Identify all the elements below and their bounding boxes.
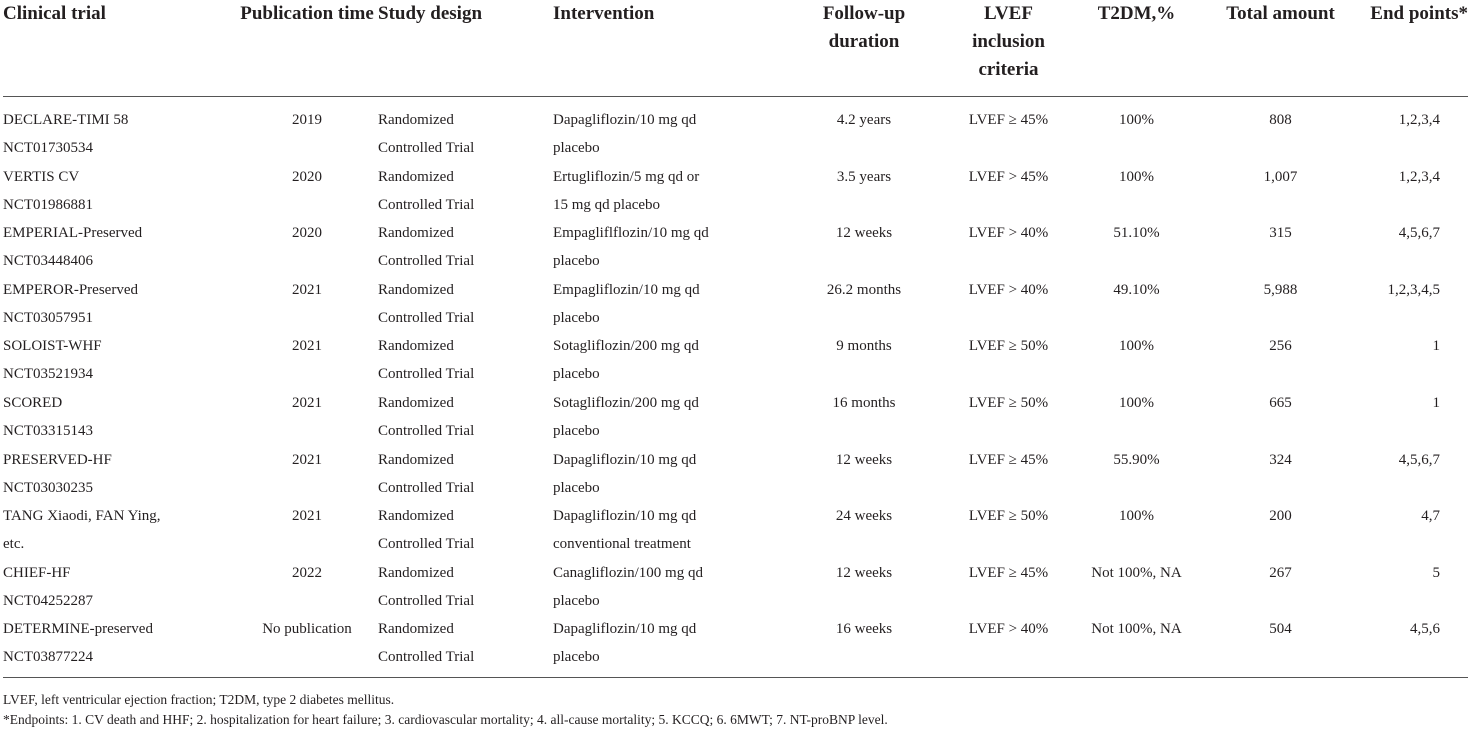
cell-follow-up-duration-value: 9 months [836, 338, 892, 355]
cell-study-design [378, 389, 553, 446]
cell-intervention [553, 615, 785, 678]
cell-study-design-line: Controlled Trial [378, 140, 475, 156]
cell-lvef-criteria-value: LVEF ≥ 45% [968, 112, 1049, 128]
cell-total-amount-value: 256 [1269, 338, 1292, 355]
cell-lvef-criteria [943, 276, 1074, 333]
cell-clinical-trial-line: VERTIS CV [3, 168, 80, 185]
cell-lvef-criteria-value: LVEF ≥ 45% [968, 564, 1049, 581]
cell-clinical-trial [3, 97, 236, 163]
cell-total-amount-value: 5,988 [1263, 281, 1298, 298]
cell-clinical-trial-line: etc. [3, 536, 25, 553]
header-lvef-criteria: LVEF inclusion criteria [943, 0, 1074, 97]
cell-total-amount [1199, 502, 1362, 559]
header-follow-up-duration: Follow-up duration [785, 0, 943, 97]
cell-intervention-line: 15 mg qd placebo [553, 196, 661, 213]
cell-t2dm-value: 100% [1119, 168, 1154, 185]
cell-clinical-trial [3, 163, 236, 220]
cell-t2dm [1074, 389, 1199, 446]
header-clinical-trial: Clinical trial [3, 0, 236, 97]
cell-follow-up-duration [785, 276, 943, 333]
cell-intervention-line: conventional treatment [553, 536, 691, 553]
cell-publication-time [236, 502, 378, 559]
cell-follow-up-duration [785, 97, 943, 163]
cell-follow-up-duration-value: 12 weeks [835, 451, 893, 468]
cell-lvef-criteria-value: LVEF > 45% [968, 168, 1049, 185]
table-row [3, 502, 1468, 559]
cell-intervention-line: Canagliflozin/100 mg qd [553, 564, 703, 581]
cell-total-amount-value: 267 [1269, 564, 1292, 581]
cell-publication-time [236, 163, 378, 220]
cell-intervention-line: Empagliflflozin/10 mg qd [553, 225, 709, 242]
cell-end-points [1362, 219, 1468, 276]
cell-publication-time [236, 332, 378, 389]
cell-lvef-criteria [943, 97, 1074, 163]
cell-study-design [378, 332, 553, 389]
cell-end-points [1362, 502, 1468, 559]
cell-clinical-trial-line: NCT04252287 [3, 592, 93, 609]
cell-intervention [553, 163, 785, 220]
cell-clinical-trial-line: NCT03315143 [3, 422, 93, 439]
cell-t2dm-value: 100% [1119, 394, 1154, 411]
clinical-trials-table [3, 0, 1468, 678]
cell-publication-time-value: 2020 [292, 225, 322, 242]
cell-end-points-value: 1 [1432, 338, 1440, 355]
cell-study-design-line: Randomized [378, 621, 454, 638]
cell-clinical-trial-line: NCT03877224 [3, 649, 93, 666]
cell-t2dm [1074, 219, 1199, 276]
cell-follow-up-duration [785, 389, 943, 446]
cell-t2dm-value: 100% [1119, 112, 1154, 128]
cell-end-points [1362, 389, 1468, 446]
cell-study-design-line: Controlled Trial [378, 536, 475, 553]
table-row [3, 332, 1468, 389]
cell-clinical-trial-line: NCT03057951 [3, 309, 93, 326]
cell-follow-up-duration-value: 4.2 years [836, 112, 892, 128]
cell-publication-time [236, 219, 378, 276]
cell-intervention-line: Dapagliflozin/10 mg qd [553, 621, 697, 638]
header-intervention: Intervention [553, 0, 785, 97]
cell-study-design-line: Randomized [378, 338, 454, 355]
cell-study-design-line: Controlled Trial [378, 592, 475, 609]
cell-total-amount-value: 200 [1269, 508, 1292, 525]
cell-follow-up-duration-value: 12 weeks [835, 564, 893, 581]
cell-publication-time [236, 446, 378, 503]
cell-lvef-criteria [943, 163, 1074, 220]
cell-study-design [378, 446, 553, 503]
cell-intervention-line: Sotagliflozin/200 mg qd [553, 394, 699, 411]
cell-total-amount [1199, 219, 1362, 276]
cell-total-amount [1199, 615, 1362, 678]
cell-intervention-line: placebo [553, 422, 600, 439]
cell-end-points-value: 1,2,3,4 [1398, 112, 1440, 128]
cell-lvef-criteria-value: LVEF ≥ 45% [968, 451, 1049, 468]
table-row [3, 559, 1468, 616]
cell-publication-time-value: 2021 [292, 394, 322, 411]
cell-total-amount-value: 324 [1269, 451, 1292, 468]
cell-lvef-criteria-value: LVEF > 40% [968, 225, 1049, 242]
cell-clinical-trial-line: SOLOIST-WHF [3, 338, 102, 355]
cell-lvef-criteria [943, 615, 1074, 678]
cell-publication-time-value: 2021 [292, 338, 322, 355]
cell-t2dm [1074, 163, 1199, 220]
cell-intervention [553, 502, 785, 559]
cell-total-amount [1199, 446, 1362, 503]
cell-clinical-trial-line: NCT01730534 [3, 140, 93, 156]
table-row [3, 389, 1468, 446]
cell-study-design-line: Controlled Trial [378, 479, 475, 496]
cell-clinical-trial [3, 502, 236, 559]
cell-end-points [1362, 97, 1468, 163]
cell-publication-time-value: 2021 [292, 508, 322, 525]
cell-clinical-trial [3, 615, 236, 678]
cell-intervention-line: placebo [553, 592, 600, 609]
cell-t2dm [1074, 559, 1199, 616]
cell-clinical-trial [3, 276, 236, 333]
cell-end-points [1362, 446, 1468, 503]
cell-study-design [378, 559, 553, 616]
cell-lvef-criteria-value: LVEF > 40% [968, 281, 1049, 298]
cell-end-points [1362, 332, 1468, 389]
cell-study-design-line: Randomized [378, 564, 454, 581]
cell-t2dm-value: Not 100%, NA [1091, 621, 1182, 638]
cell-end-points-value: 1 [1432, 394, 1440, 411]
cell-follow-up-duration [785, 332, 943, 389]
cell-lvef-criteria-value: LVEF ≥ 50% [968, 394, 1049, 411]
cell-end-points-value: 1,2,3,4 [1398, 168, 1440, 185]
cell-study-design-line: Controlled Trial [378, 422, 475, 439]
cell-follow-up-duration [785, 219, 943, 276]
cell-intervention-line: placebo [553, 253, 600, 270]
cell-publication-time-value: 2019 [292, 112, 322, 128]
cell-intervention [553, 332, 785, 389]
cell-end-points-value: 4,5,6 [1410, 621, 1440, 638]
cell-lvef-criteria [943, 389, 1074, 446]
cell-study-design [378, 276, 553, 333]
cell-end-points [1362, 559, 1468, 616]
table-row [3, 163, 1468, 220]
cell-publication-time-value: 2021 [292, 281, 322, 298]
cell-intervention-line: placebo [553, 366, 600, 383]
cell-clinical-trial [3, 389, 236, 446]
cell-publication-time-value: 2020 [292, 168, 322, 185]
cell-lvef-criteria [943, 219, 1074, 276]
header-row [3, 0, 1468, 97]
cell-lvef-criteria-value: LVEF ≥ 50% [968, 508, 1049, 525]
cell-t2dm-value: 100% [1119, 508, 1154, 525]
cell-study-design-line: Randomized [378, 451, 454, 468]
cell-intervention-line: Sotagliflozin/200 mg qd [553, 338, 699, 355]
cell-total-amount [1199, 332, 1362, 389]
cell-clinical-trial-line: EMPEROR-Preserved [3, 281, 138, 298]
cell-end-points-value: 4,5,6,7 [1398, 225, 1440, 242]
cell-total-amount-value: 504 [1269, 621, 1292, 638]
cell-publication-time [236, 615, 378, 678]
cell-lvef-criteria-value: LVEF > 40% [968, 621, 1049, 638]
cell-t2dm-value: 100% [1119, 338, 1154, 355]
cell-t2dm [1074, 332, 1199, 389]
cell-study-design [378, 219, 553, 276]
cell-clinical-trial-line: DECLARE-TIMI 58 [3, 112, 129, 128]
cell-study-design-line: Controlled Trial [378, 366, 475, 383]
cell-follow-up-duration-value: 16 months [832, 394, 896, 411]
table-row [3, 615, 1468, 678]
cell-follow-up-duration [785, 446, 943, 503]
cell-clinical-trial-line: NCT03448406 [3, 253, 93, 270]
cell-t2dm [1074, 276, 1199, 333]
cell-study-design [378, 163, 553, 220]
cell-clinical-trial-line: PRESERVED-HF [3, 451, 112, 468]
cell-follow-up-duration [785, 615, 943, 678]
cell-intervention [553, 559, 785, 616]
cell-intervention-line: placebo [553, 479, 600, 496]
cell-follow-up-duration-value: 3.5 years [836, 168, 892, 185]
cell-clinical-trial-line: CHIEF-HF [3, 564, 71, 581]
cell-clinical-trial [3, 219, 236, 276]
cell-study-design-line: Controlled Trial [378, 649, 475, 666]
cell-intervention [553, 219, 785, 276]
cell-study-design-line: Randomized [378, 168, 454, 185]
cell-total-amount-value: 1,007 [1263, 168, 1298, 185]
cell-intervention-line: placebo [553, 140, 600, 156]
cell-clinical-trial [3, 332, 236, 389]
cell-follow-up-duration [785, 502, 943, 559]
cell-follow-up-duration [785, 559, 943, 616]
cell-total-amount [1199, 276, 1362, 333]
cell-t2dm-value: 51.10% [1113, 225, 1160, 242]
cell-study-design-line: Controlled Trial [378, 309, 475, 326]
table-body [3, 97, 1468, 678]
cell-clinical-trial-line: NCT03030235 [3, 479, 93, 496]
cell-intervention-line: Dapagliflozin/10 mg qd [553, 451, 697, 468]
cell-study-design-line: Randomized [378, 281, 454, 298]
cell-lvef-criteria [943, 332, 1074, 389]
cell-intervention [553, 97, 785, 163]
cell-intervention-line: Dapagliflozin/10 mg qd [553, 112, 697, 128]
table-row [3, 446, 1468, 503]
cell-t2dm-value: 49.10% [1113, 281, 1160, 298]
cell-total-amount-value: 808 [1269, 112, 1292, 128]
cell-end-points-value: 5 [1432, 564, 1440, 581]
cell-intervention-line: placebo [553, 309, 600, 326]
cell-publication-time [236, 97, 378, 163]
cell-intervention-line: Dapagliflozin/10 mg qd [553, 508, 697, 525]
cell-publication-time [236, 559, 378, 616]
cell-clinical-trial [3, 559, 236, 616]
cell-total-amount [1199, 163, 1362, 220]
cell-clinical-trial [3, 446, 236, 503]
footnote-endpoints: *Endpoints: 1. CV death and HHF; 2. hospitalization for heart failure; 3. cardiovascular mortality; 4. all-cause mortality; 5. KCCQ; 6. 6MWT; 7. NT-proBNP level. [3, 712, 888, 727]
cell-intervention-line: Empagliflozin/10 mg qd [553, 281, 700, 298]
cell-clinical-trial-line: NCT03521934 [3, 366, 93, 383]
cell-clinical-trial-line: DETERMINE-preserved [3, 621, 153, 638]
table-row [3, 276, 1468, 333]
cell-total-amount-value: 665 [1269, 394, 1292, 411]
cell-clinical-trial-line: NCT01986881 [3, 196, 93, 213]
cell-follow-up-duration-value: 16 weeks [835, 621, 893, 638]
cell-intervention-line: Ertugliflozin/5 mg qd or [553, 168, 700, 185]
cell-end-points-value: 4,7 [1421, 508, 1440, 525]
cell-intervention-line: placebo [553, 649, 600, 666]
cell-end-points [1362, 163, 1468, 220]
cell-t2dm [1074, 446, 1199, 503]
cell-total-amount [1199, 559, 1362, 616]
cell-lvef-criteria [943, 559, 1074, 616]
cell-study-design-line: Randomized [378, 112, 454, 128]
cell-lvef-criteria [943, 502, 1074, 559]
header-total-amount: Total amount [1199, 0, 1362, 97]
cell-study-design-line: Randomized [378, 508, 454, 525]
cell-t2dm [1074, 97, 1199, 163]
cell-clinical-trial-line: TANG Xiaodi, FAN Ying, [3, 508, 161, 525]
table-row [3, 97, 1468, 163]
cell-study-design-line: Controlled Trial [378, 196, 475, 213]
cell-study-design-line: Randomized [378, 225, 454, 242]
cell-clinical-trial-line: SCORED [3, 394, 63, 411]
cell-study-design [378, 615, 553, 678]
cell-follow-up-duration-value: 26.2 months [826, 281, 902, 298]
cell-t2dm [1074, 502, 1199, 559]
header-publication-time: Publication time [236, 0, 378, 97]
footnote-abbreviations: LVEF, left ventricular ejection fraction; T2DM, type 2 diabetes mellitus. [3, 692, 395, 707]
cell-lvef-criteria [943, 446, 1074, 503]
cell-end-points-value: 4,5,6,7 [1398, 451, 1440, 468]
cell-lvef-criteria-value: LVEF ≥ 50% [968, 338, 1049, 355]
cell-intervention [553, 446, 785, 503]
cell-publication-time-value: 2022 [292, 564, 322, 581]
cell-publication-time-value: 2021 [292, 451, 322, 468]
cell-end-points [1362, 615, 1468, 678]
cell-study-design [378, 97, 553, 163]
cell-publication-time [236, 389, 378, 446]
cell-study-design-line: Controlled Trial [378, 253, 475, 270]
cell-t2dm-value: 55.90% [1113, 451, 1160, 468]
cell-intervention [553, 276, 785, 333]
cell-total-amount-value: 315 [1269, 225, 1292, 242]
cell-end-points-value: 1,2,3,4,5 [1387, 281, 1440, 298]
cell-follow-up-duration-value: 24 weeks [835, 508, 893, 525]
cell-study-design [378, 502, 553, 559]
header-end-points: End points* [1362, 0, 1468, 97]
cell-publication-time-value: No publication [262, 621, 352, 638]
cell-t2dm [1074, 615, 1199, 678]
cell-follow-up-duration [785, 163, 943, 220]
table-row [3, 219, 1468, 276]
cell-clinical-trial-line: EMPERIAL-Preserved [3, 225, 143, 242]
cell-intervention [553, 389, 785, 446]
cell-follow-up-duration-value: 12 weeks [835, 225, 893, 242]
cell-total-amount [1199, 389, 1362, 446]
table-footnotes [3, 690, 888, 730]
cell-study-design-line: Randomized [378, 394, 454, 411]
cell-end-points [1362, 276, 1468, 333]
header-study-design: Study design [378, 0, 553, 97]
header-t2dm: T2DM,% [1074, 0, 1199, 97]
cell-t2dm-value: Not 100%, NA [1091, 564, 1182, 581]
cell-total-amount [1199, 97, 1362, 163]
cell-publication-time [236, 276, 378, 333]
